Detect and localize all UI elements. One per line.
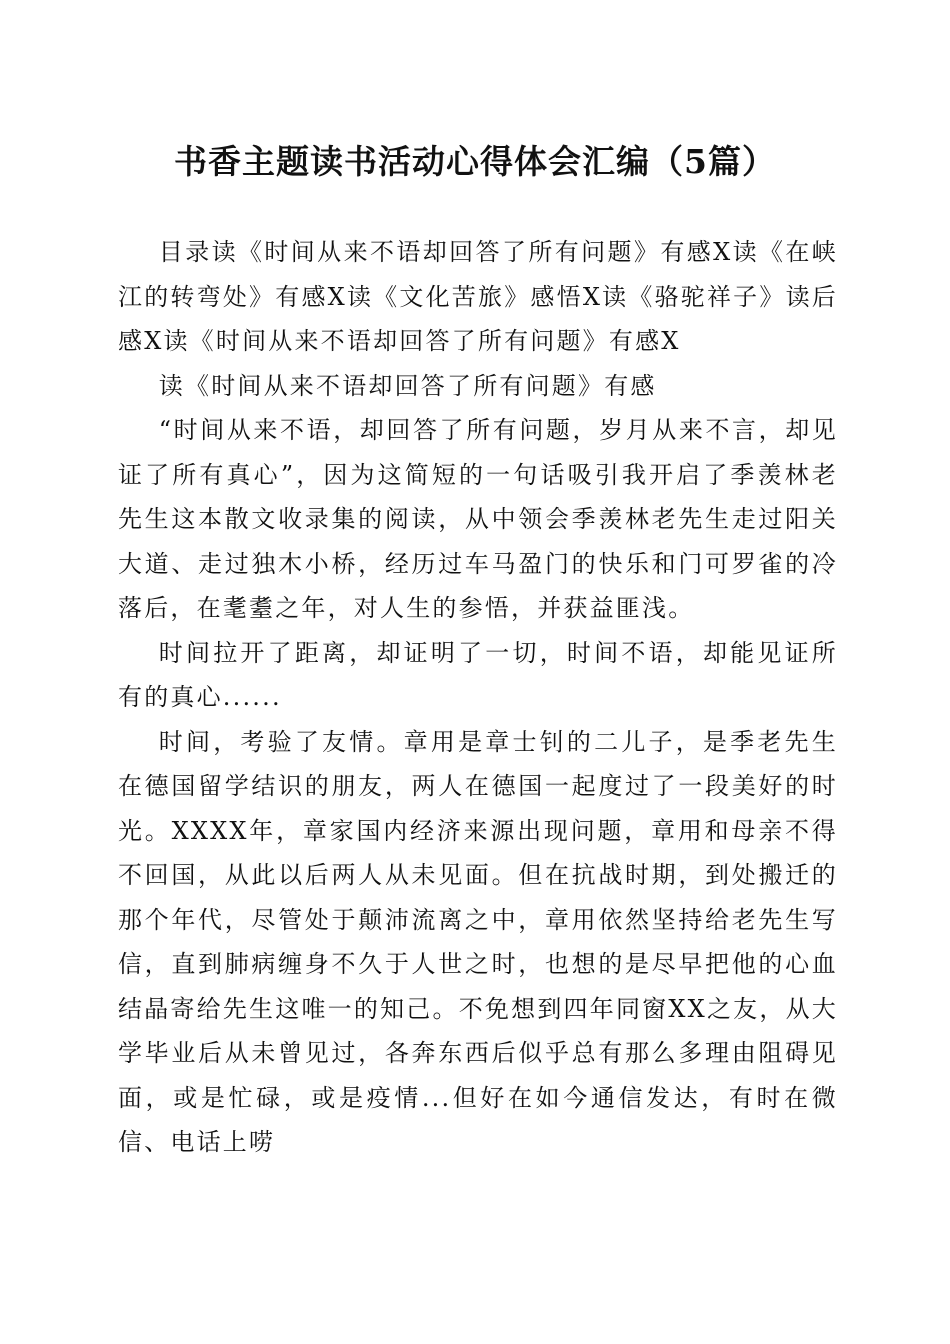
document-body	[118, 230, 838, 1165]
body-paragraph: 时间，考验了友情。章用是章士钊的二儿子，是季老先生在德国留学结识的朋友，两人在德国一起度过了一段美好的时光。XXXX年，章家国内经济来源出现问题，章用和母亲不得不回国，从此以后两人从未见面。但在抗战时期，到处搬迁的那个年代，尽管处于颠沛流离之中，章用依然坚持给老先生写信，直到肺病缠身不久于人世之时，也想的是尽早把他的心血结晶寄给先生这唯一的知己。不免想到四年同窗XX之友，从大学毕业后从未曾见过，各奔东西后似乎总有那么多理由阻碍见面，或是忙碌，或是疫情...但好在如今通信发达，有时在微信、电话上唠	[118, 727, 838, 1156]
body-paragraph: “时间从来不语，却回答了所有问题，岁月从来不言，却见证了所有真心”，因为这简短的一句话吸引我开启了季羡林老先生这本散文收录集的阅读，从中领会季羡林老先生走过阳关大道、走过独木小桥，经历过车马盈门的快乐和门可罗雀的冷落后，在耄耋之年，对人生的参悟，并获益匪浅。	[118, 416, 838, 622]
document-title: 书香主题读书活动心得体会汇编（5篇）	[174, 142, 776, 181]
toc-paragraph: 目录读《时间从来不语却回答了所有问题》有感X读《在峡江的转弯处》有感X读《文化苦旅》感悟X读《骆驼祥子》读后感X读《时间从来不语却回答了所有问题》有感X	[118, 238, 838, 355]
section-heading: 读《时间从来不语却回答了所有问题》有感	[158, 371, 657, 400]
body-paragraph: 时间拉开了距离，却证明了一切，时间不语，却能见证所有的真心......	[118, 638, 838, 711]
